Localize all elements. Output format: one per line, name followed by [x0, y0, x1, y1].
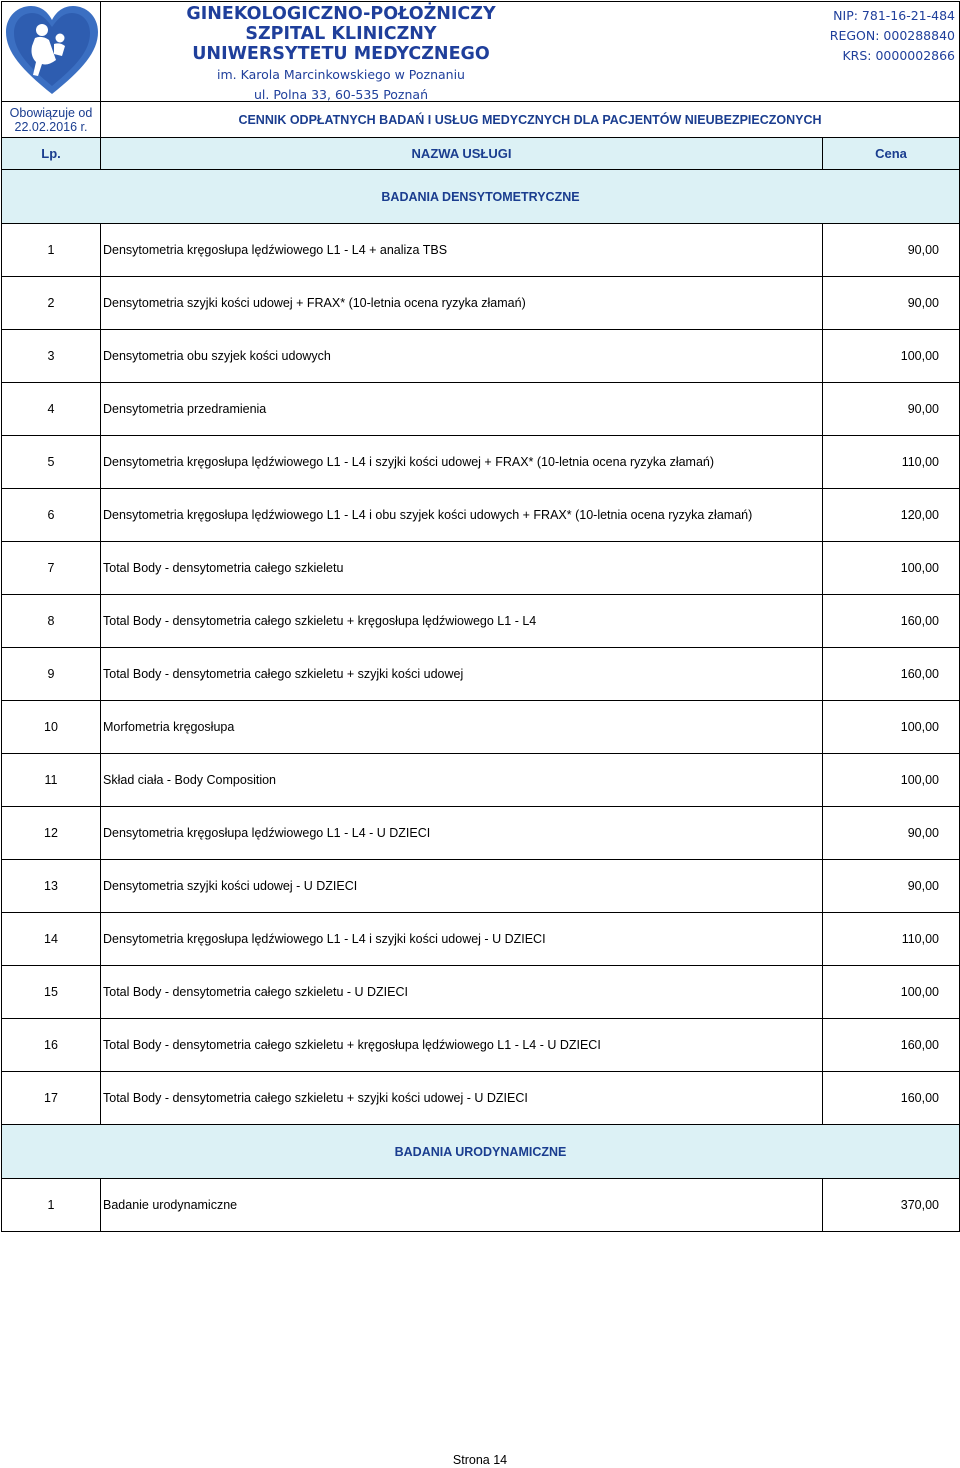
- heart-mother-child-logo-icon: [2, 2, 102, 102]
- regon-number: REGON: 000288840: [829, 28, 955, 43]
- table-row: [2, 595, 960, 648]
- service-price: 160,00: [823, 1019, 960, 1072]
- service-price: 370,00: [823, 1179, 960, 1232]
- service-price: 100,00: [823, 966, 960, 1019]
- nip-number: NIP: 781-16-21-484: [833, 8, 955, 23]
- service-name: Densytometria kręgosłupa lędźwiowego L1 - L4 - U DZIECI: [101, 807, 823, 860]
- row-number: 1: [2, 1179, 101, 1232]
- service-name: Densytometria kręgosłupa lędźwiowego L1 - L4 + analiza TBS: [101, 224, 823, 277]
- table-row: [2, 383, 960, 436]
- service-price: 160,00: [823, 595, 960, 648]
- section-header-row: [2, 170, 960, 224]
- service-name: Total Body - densytometria całego szkieletu - U DZIECI: [101, 966, 823, 1019]
- service-name: Total Body - densytometria całego szkieletu + kręgosłupa lędźwiowego L1 - L4 - U DZIECI: [101, 1019, 823, 1072]
- table-row: [2, 701, 960, 754]
- row-number: 2: [2, 277, 101, 330]
- row-number: 16: [2, 1019, 101, 1072]
- valid-from-label: Obowiązuje od: [9, 105, 93, 120]
- row-number: 1: [2, 224, 101, 277]
- service-name: Total Body - densytometria całego szkieletu + kręgosłupa lędźwiowego L1 - L4: [101, 595, 823, 648]
- service-name: Densytometria kręgosłupa lędźwiowego L1 - L4 i obu szyjek kości udowych + FRAX* (10-letnia ocena ryzyka złamań): [101, 489, 823, 542]
- table-row: [2, 224, 960, 277]
- service-price: 90,00: [823, 807, 960, 860]
- service-name: Total Body - densytometria całego szkieletu + szyjki kości udowej - U DZIECI: [101, 1072, 823, 1125]
- row-number: 5: [2, 436, 101, 489]
- service-price: 90,00: [823, 383, 960, 436]
- valid-from-date: 22.02.2016 r.: [14, 119, 88, 134]
- table-row: [2, 542, 960, 595]
- row-number: 9: [2, 648, 101, 701]
- row-number: 8: [2, 595, 101, 648]
- price-list-table: [1, 1, 960, 1232]
- hospital-name-line-1: GINEKOLOGICZNO-POŁOŻNICZY: [186, 4, 496, 24]
- service-name: Total Body - densytometria całego szkieletu: [101, 542, 823, 595]
- krs-number: KRS: 0000002866: [842, 48, 955, 63]
- hospital-address: [101, 65, 581, 105]
- service-name: Densytometria szyjki kości udowej - U DZIECI: [101, 860, 823, 913]
- row-number: 6: [2, 489, 101, 542]
- service-price: 110,00: [823, 913, 960, 966]
- service-name: Skład ciała - Body Composition: [101, 754, 823, 807]
- column-header-price: Cena: [823, 138, 960, 170]
- hospital-identifiers: [830, 6, 955, 66]
- service-price: 110,00: [823, 436, 960, 489]
- row-number: 4: [2, 383, 101, 436]
- table-row: [2, 966, 960, 1019]
- table-row: [2, 489, 960, 542]
- service-price: 120,00: [823, 489, 960, 542]
- service-name: Densytometria kręgosłupa lędźwiowego L1 - L4 i szyjki kości udowej - U DZIECI: [101, 913, 823, 966]
- service-price: 90,00: [823, 224, 960, 277]
- row-number: 17: [2, 1072, 101, 1125]
- table-row: [2, 754, 960, 807]
- service-price: 90,00: [823, 860, 960, 913]
- row-number: 15: [2, 966, 101, 1019]
- column-header-lp: Lp.: [2, 138, 101, 170]
- table-row: [2, 277, 960, 330]
- table-row: [2, 1179, 960, 1232]
- table-row: [2, 1072, 960, 1125]
- service-price: 100,00: [823, 330, 960, 383]
- column-header-name: NAZWA USŁUGI: [101, 138, 823, 170]
- service-price: 100,00: [823, 701, 960, 754]
- row-number: 3: [2, 330, 101, 383]
- section-title: BADANIA DENSYTOMETRYCZNE: [2, 170, 960, 224]
- service-price: 90,00: [823, 277, 960, 330]
- service-price: 160,00: [823, 1072, 960, 1125]
- row-number: 10: [2, 701, 101, 754]
- service-name: Total Body - densytometria całego szkieletu + szyjki kości udowej: [101, 648, 823, 701]
- row-number: 7: [2, 542, 101, 595]
- document-title: CENNIK ODPŁATNYCH BADAŃ I USŁUG MEDYCZNYCH DLA PACJENTÓW NIEUBEZPIECZONYCH: [101, 102, 960, 138]
- service-name: Densytometria obu szyjek kości udowych: [101, 330, 823, 383]
- service-name: Densytometria kręgosłupa lędźwiowego L1 - L4 i szyjki kości udowej + FRAX* (10-letnia ocena ryzyka złamań): [101, 436, 823, 489]
- row-number: 14: [2, 913, 101, 966]
- table-row: [2, 1019, 960, 1072]
- section-title: BADANIA URODYNAMICZNE: [2, 1125, 960, 1179]
- service-name: Densytometria przedramienia: [101, 383, 823, 436]
- row-number: 12: [2, 807, 101, 860]
- logo-cell: [2, 2, 101, 102]
- service-price: 100,00: [823, 542, 960, 595]
- hospital-address-line-1: im. Karola Marcinkowskiego w Poznaniu: [217, 67, 465, 82]
- hospital-name-line-3: UNIWERSYTETU MEDYCZNEGO: [192, 44, 490, 64]
- service-price: 160,00: [823, 648, 960, 701]
- section-header-row: [2, 1125, 960, 1179]
- service-price: 100,00: [823, 754, 960, 807]
- valid-from: [2, 102, 101, 138]
- table-row: [2, 648, 960, 701]
- service-name: Morfometria kręgosłupa: [101, 701, 823, 754]
- hospital-name: [101, 4, 581, 64]
- hospital-header: [101, 2, 960, 102]
- table-row: [2, 436, 960, 489]
- table-row: [2, 807, 960, 860]
- row-number: 11: [2, 754, 101, 807]
- table-row: [2, 913, 960, 966]
- row-number: 13: [2, 860, 101, 913]
- service-name: Badanie urodynamiczne: [101, 1179, 823, 1232]
- service-name: Densytometria szyjki kości udowej + FRAX* (10-letnia ocena ryzyka złamań): [101, 277, 823, 330]
- table-row: [2, 860, 960, 913]
- page-number: Strona 14: [452, 1453, 508, 1467]
- table-row: [2, 330, 960, 383]
- hospital-name-line-2: SZPITAL KLINICZNY: [245, 24, 437, 44]
- hospital-address-line-2: ul. Polna 33, 60-535 Poznań: [253, 87, 429, 102]
